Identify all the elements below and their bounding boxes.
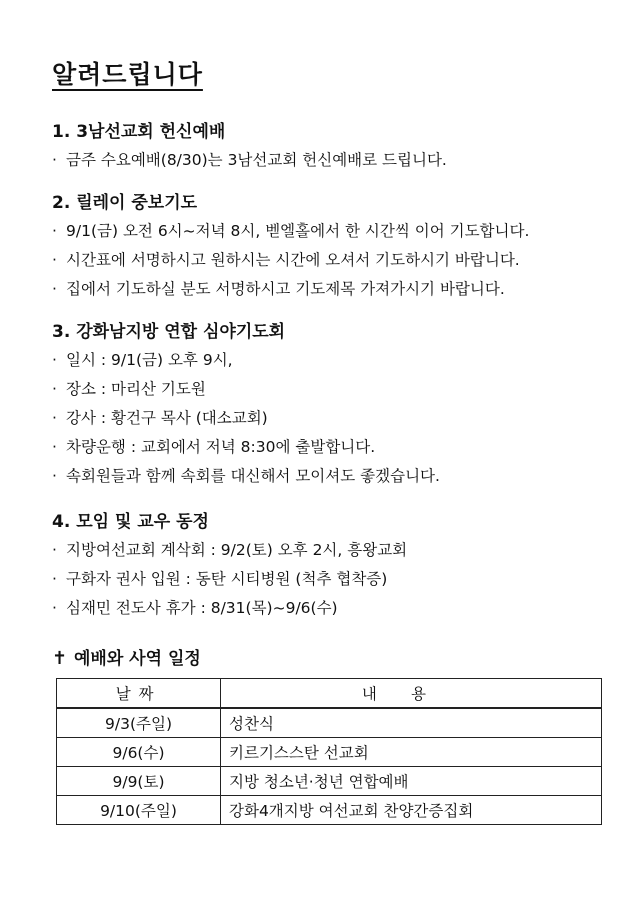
bullet: ·	[52, 541, 57, 559]
item-text: 강사 : 황건구 목사 (대소교회)	[66, 409, 268, 427]
list-item	[52, 275, 612, 304]
bullet: ·	[52, 570, 57, 588]
section-3	[52, 318, 612, 491]
section-heading: 3. 강화남지방 연합 심야기도회	[52, 322, 286, 342]
section-heading: 1. 3남선교회 헌신예배	[52, 122, 226, 142]
cross-icon: ✝	[52, 648, 68, 669]
item-text: 속회원들과 함께 속회를 대신해서 모이셔도 좋겠습니다.	[66, 467, 440, 485]
list-item	[52, 246, 612, 275]
list-item	[52, 146, 612, 175]
item-text: 금주 수요예배(8/30)는 3남선교회 헌신예배로 드립니다.	[66, 151, 447, 169]
section-1	[52, 118, 612, 175]
bullet: ·	[52, 599, 57, 617]
list-item	[52, 433, 612, 462]
bullet: ·	[52, 380, 57, 398]
cell-content: 키르기스스탄 선교회	[221, 738, 602, 767]
table-row	[57, 738, 602, 767]
item-text: 9/1(금) 오전 6시~저녁 8시, 벧엘홀에서 한 시간씩 이어 기도합니다.	[66, 222, 530, 240]
list-item	[52, 404, 612, 433]
item-text: 장소 : 마리산 기도원	[66, 380, 206, 398]
cell-date: 9/6(수)	[57, 738, 221, 767]
column-header-content: 내용	[221, 679, 602, 709]
bullet: ·	[52, 351, 57, 369]
column-header-date: 날짜	[57, 679, 221, 709]
schedule-heading-text: 예배와 사역 일정	[74, 649, 201, 669]
list-item	[52, 375, 612, 404]
bullet: ·	[52, 409, 57, 427]
section-heading: 2. 릴레이 중보기도	[52, 193, 198, 213]
list-item	[52, 462, 612, 491]
item-text: 구화자 권사 입원 : 동탄 시티병원 (척추 협착증)	[66, 570, 388, 588]
cell-content: 성찬식	[221, 708, 602, 738]
cell-date: 9/9(토)	[57, 767, 221, 796]
schedule-heading	[52, 645, 201, 673]
schedule-table	[56, 678, 602, 825]
bullet: ·	[52, 467, 57, 485]
bullet: ·	[52, 251, 57, 269]
bullet: ·	[52, 222, 57, 240]
item-text: 심재민 전도사 휴가 : 8/31(목)~9/6(수)	[66, 599, 338, 617]
list-item	[52, 346, 612, 375]
section-heading: 4. 모임 및 교우 동정	[52, 512, 209, 532]
cell-date: 9/3(주일)	[57, 708, 221, 738]
table-row	[57, 708, 602, 738]
list-item	[52, 536, 612, 565]
bullet: ·	[52, 280, 57, 298]
section-2	[52, 189, 612, 304]
cell-content: 지방 청소년·청년 연합예배	[221, 767, 602, 796]
cell-content: 강화4개지방 여선교회 찬양간증집회	[221, 796, 602, 825]
page-title: 알려드립니다	[52, 60, 203, 89]
bullet: ·	[52, 151, 57, 169]
item-text: 차량운행 : 교회에서 저녁 8:30에 출발합니다.	[66, 438, 376, 456]
bullet: ·	[52, 438, 57, 456]
list-item	[52, 217, 612, 246]
list-item	[52, 565, 612, 594]
table-row	[57, 796, 602, 825]
list-item	[52, 594, 612, 623]
item-text: 집에서 기도하실 분도 서명하시고 기도제목 가져가시기 바랍니다.	[66, 280, 505, 298]
item-text: 시간표에 서명하시고 원하시는 시간에 오셔서 기도하시기 바랍니다.	[66, 251, 520, 269]
section-4	[52, 508, 612, 623]
item-text: 지방여선교회 계삭회 : 9/2(토) 오후 2시, 흥왕교회	[66, 541, 408, 559]
item-text: 일시 : 9/1(금) 오후 9시,	[66, 351, 233, 369]
table-header-row	[57, 679, 602, 709]
table-row	[57, 767, 602, 796]
cell-date: 9/10(주일)	[57, 796, 221, 825]
